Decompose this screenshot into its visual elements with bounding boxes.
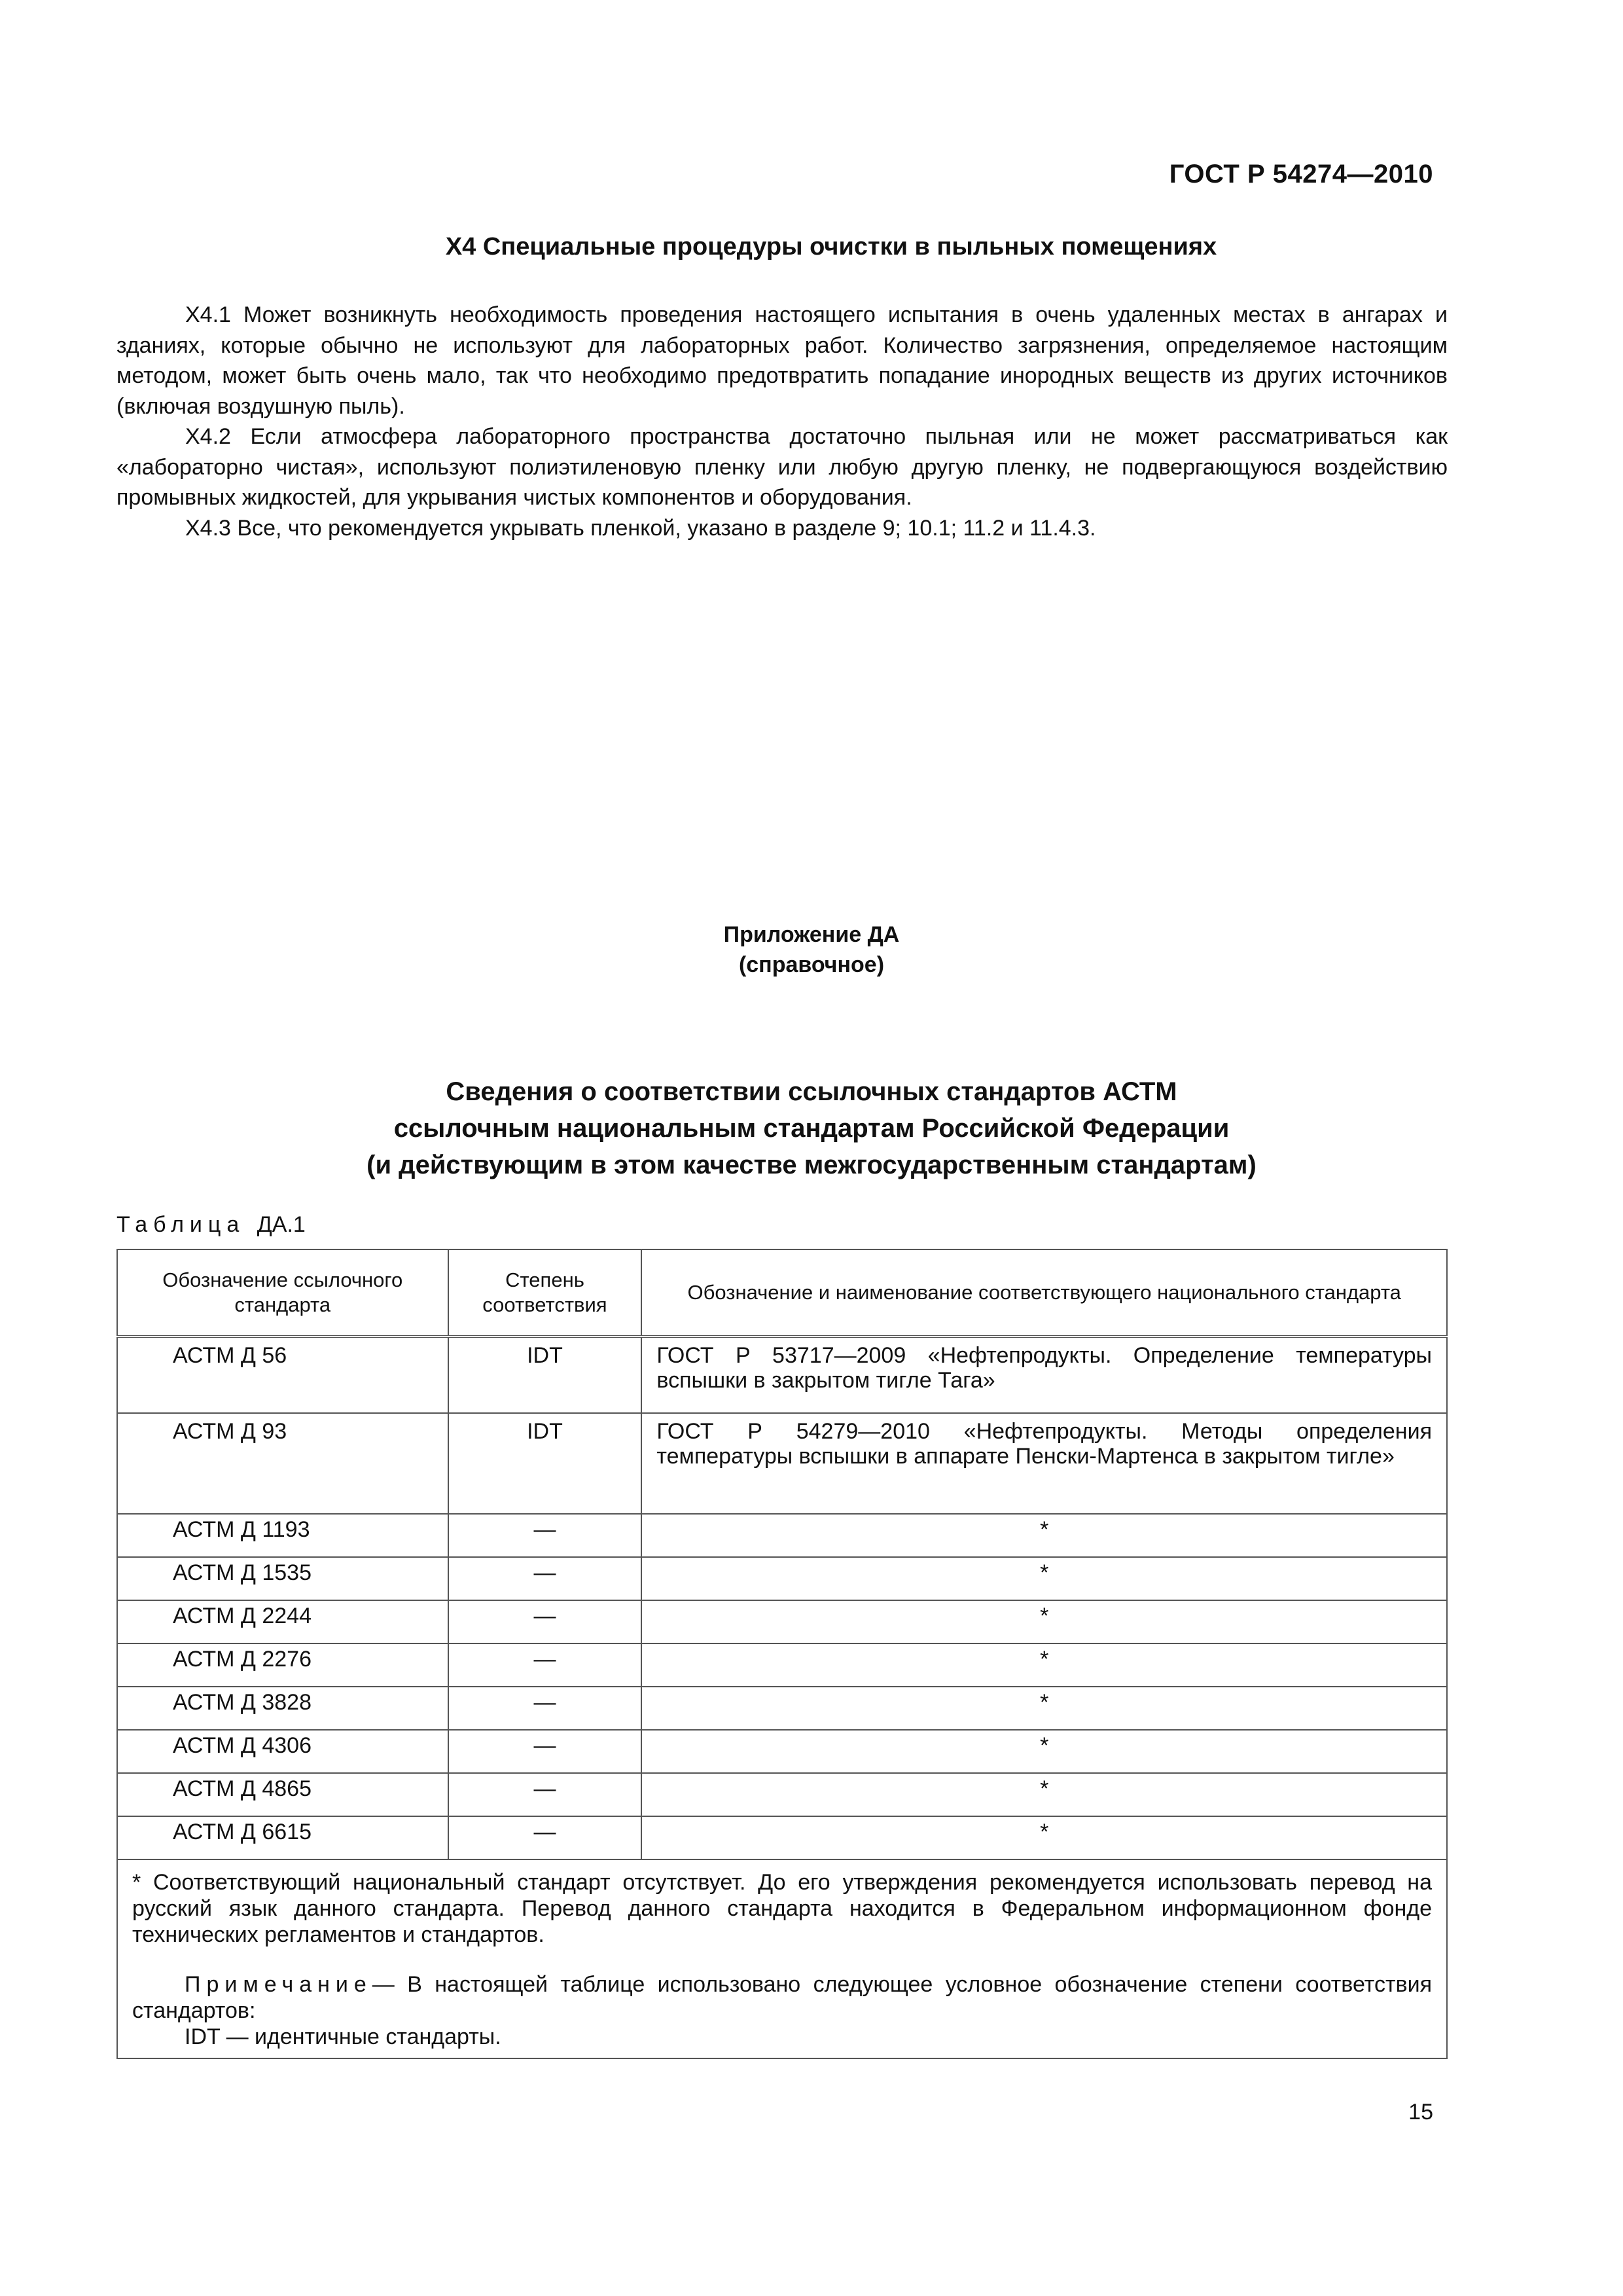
appendix-title-line: ссылочным национальным стандартам Российской Федерации — [393, 1114, 1230, 1143]
table-label-number: ДА.1 — [257, 1212, 306, 1237]
cell-degree: IDT — [448, 1336, 642, 1413]
cell-degree: — — [448, 1600, 642, 1643]
table-row — [117, 1643, 1447, 1687]
table-row — [117, 1816, 1447, 1859]
cell-degree: — — [448, 1773, 642, 1816]
table-header-row — [117, 1249, 1447, 1336]
cell-code: АСТМ Д 2276 — [117, 1643, 448, 1687]
cell-code: АСТМ Д 2244 — [117, 1600, 448, 1643]
cell-degree: — — [448, 1514, 642, 1557]
table-row — [117, 1336, 1447, 1413]
appendix-header — [0, 920, 1623, 980]
cell-degree: — — [448, 1730, 642, 1773]
table-footer-row — [117, 1859, 1447, 2058]
cell-name: * — [641, 1557, 1447, 1600]
paragraph-x4-1: Х4.1 Может возникнуть необходимость проведения настоящего испытания в очень удаленных местах в ангарах и зданиях, которые обычно не используют для лабораторных работ. Количество загрязнения, определяемое настоящим методом, может быть очень мало, так что необходимо предотвратить попадание инородных веществ из других источников (включая воздушную пыль). — [116, 302, 1448, 419]
cell-name: * — [641, 1514, 1447, 1557]
cell-code: АСТМ Д 1535 — [117, 1557, 448, 1600]
note-label: Примечание — [185, 1972, 372, 1997]
section-body — [116, 300, 1448, 543]
table-footer — [117, 1859, 1447, 2058]
standards-table — [116, 1249, 1448, 2059]
cell-name: * — [641, 1773, 1447, 1816]
column-header-code: Обозначение ссылочного стандарта — [117, 1249, 448, 1336]
cell-degree: — — [448, 1643, 642, 1687]
cell-code: АСТМ Д 56 — [117, 1336, 448, 1413]
cell-name: * — [641, 1600, 1447, 1643]
cell-name: * — [641, 1730, 1447, 1773]
table-row — [117, 1730, 1447, 1773]
appendix-title — [0, 1073, 1623, 1183]
table-note — [132, 1971, 1432, 2024]
table-row — [117, 1773, 1447, 1816]
note-text: — В настоящей таблице использовано следующее условное обозначение степени соответствия стандартов: — [132, 1972, 1432, 2023]
section-heading: Х4 Специальные процедуры очистки в пыльных помещениях — [445, 233, 1217, 260]
note-idt-definition: IDT — идентичные стандарты. — [185, 2024, 501, 2049]
table-row — [117, 1600, 1447, 1643]
table-row — [117, 1687, 1447, 1730]
table-row — [117, 1557, 1447, 1600]
page-number: 15 — [1408, 2100, 1433, 2125]
table-label — [116, 1212, 306, 1238]
appendix-label: Приложение ДА — [723, 922, 900, 947]
table-row — [117, 1413, 1447, 1514]
cell-degree: — — [448, 1816, 642, 1859]
cell-degree: IDT — [448, 1413, 642, 1514]
cell-degree: — — [448, 1687, 642, 1730]
column-header-name: Обозначение и наименование соответствующего национального стандарта — [641, 1249, 1447, 1336]
cell-name: * — [641, 1687, 1447, 1730]
cell-code: АСТМ Д 6615 — [117, 1816, 448, 1859]
table-footnote: * Соответствующий национальный стандарт отсутствует. До его утверждения рекомендуется использовать перевод на русский язык данного стандарта. Перевод данного стандарта находится в Федеральном информационном фонде технических регламентов и стандартов. — [132, 1870, 1432, 1947]
cell-name: ГОСТ Р 54279—2010 «Нефтепродукты. Методы определения температуры вспышки в аппарате Пенски-Мартенса в закрытом тигле» — [641, 1413, 1447, 1514]
appendix-title-line: (и действующим в этом качестве межгосударственным стандартам) — [366, 1151, 1257, 1179]
table-label-word: Таблица — [116, 1212, 245, 1237]
paragraph-x4-3: Х4.3 Все, что рекомендуется укрывать пленкой, указано в разделе 9; 10.1; 11.2 и 11.4.3. — [185, 515, 1096, 541]
column-header-degree: Степень соответствия — [448, 1249, 642, 1336]
cell-code: АСТМ Д 3828 — [117, 1687, 448, 1730]
appendix-type: (справочное) — [738, 952, 885, 977]
table-row — [117, 1514, 1447, 1557]
cell-name: * — [641, 1643, 1447, 1687]
appendix-title-line: Сведения о соответствии ссылочных стандартов АСТМ — [446, 1077, 1177, 1106]
cell-code: АСТМ Д 1193 — [117, 1514, 448, 1557]
cell-code: АСТМ Д 4306 — [117, 1730, 448, 1773]
cell-name: ГОСТ Р 53717—2009 «Нефтепродукты. Определение температуры вспышки в закрытом тигле Тага» — [641, 1336, 1447, 1413]
cell-code: АСТМ Д 4865 — [117, 1773, 448, 1816]
document-code: ГОСТ Р 54274—2010 — [1169, 160, 1433, 188]
cell-degree: — — [448, 1557, 642, 1600]
cell-name: * — [641, 1816, 1447, 1859]
cell-code: АСТМ Д 93 — [117, 1413, 448, 1514]
paragraph-x4-2: Х4.2 Если атмосфера лабораторного пространства достаточно пыльная или не может рассматриваться как «лабораторно чистая», используют полиэтиленовую пленку или любую другую пленку, не подвергающуюся воздействию промывных жидкостей, для укрывания чистых компонентов и оборудования. — [116, 424, 1448, 510]
